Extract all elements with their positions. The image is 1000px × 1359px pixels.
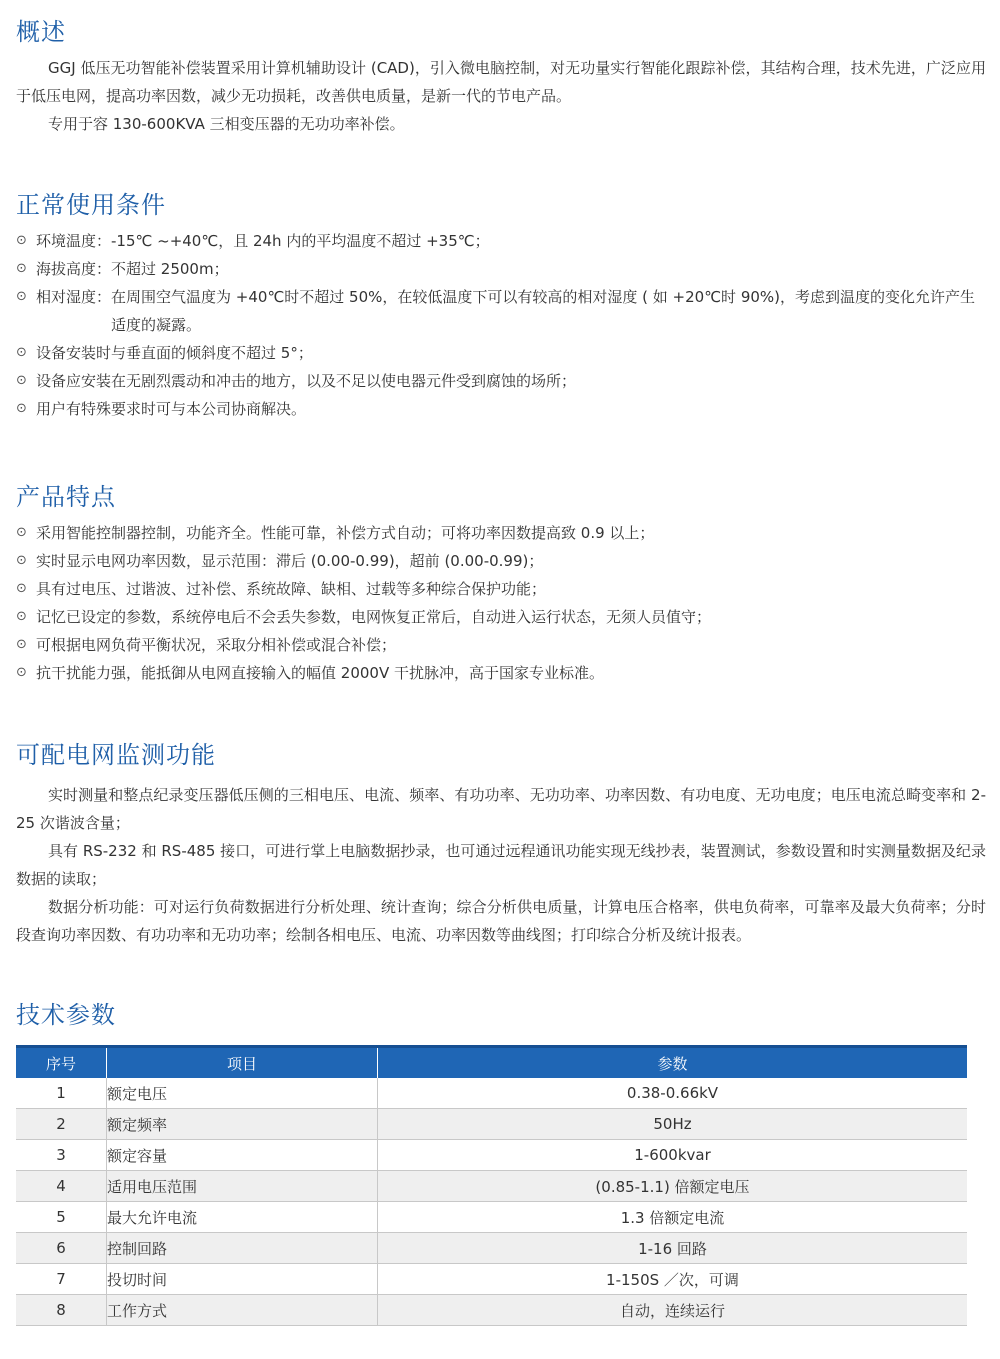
header-value: 参数 xyxy=(378,1047,968,1079)
table-row xyxy=(16,1171,967,1202)
feature-text: 可根据电网负荷平衡状况，采取分相补偿或混合补偿； xyxy=(36,636,397,654)
cell-item: 控制回路 xyxy=(107,1233,378,1264)
conditions-title: 正常使用条件 xyxy=(16,191,166,219)
table-row xyxy=(16,1233,967,1264)
feature-item xyxy=(16,603,986,631)
overview-paragraph: 专用于容 130-600KVA 三相变压器的无功功率补偿。 xyxy=(48,115,405,133)
condition-text: -15℃ ~+40℃，且 24h 内的平均温度不超过 +35℃； xyxy=(111,232,490,250)
table-row xyxy=(16,1109,967,1140)
cell-no: 6 xyxy=(16,1233,107,1264)
cell-no: 8 xyxy=(16,1295,107,1326)
cell-no: 1 xyxy=(16,1078,107,1109)
cell-value: 1-600kvar xyxy=(378,1140,968,1171)
circle-dot-icon: ⊙ xyxy=(16,637,27,652)
circle-dot-icon: ⊙ xyxy=(16,261,27,276)
condition-label: 相对湿度： xyxy=(36,288,112,306)
circle-dot-icon: ⊙ xyxy=(16,401,27,416)
condition-label: 环境温度： xyxy=(36,232,112,250)
condition-item xyxy=(16,395,986,423)
circle-dot-icon: ⊙ xyxy=(16,553,27,568)
condition-text: 在周围空气温度为 +40℃时不超过 50%，在较低温度下可以有较高的相对湿度 ( 如 +20℃时 90%)，考虑到温度的变化允许产生适度的凝露。 xyxy=(111,288,976,334)
conditions-section xyxy=(16,191,986,423)
cell-value: 1-16 回路 xyxy=(378,1233,968,1264)
cell-no: 3 xyxy=(16,1140,107,1171)
cell-value: 1-150S ／次，可调 xyxy=(378,1264,968,1295)
condition-text: 用户有特殊要求时可与本公司协商解决。 xyxy=(36,400,307,418)
condition-text: 设备应安装在无剧烈震动和冲击的地方，以及不足以使电器元件受到腐蚀的场所； xyxy=(36,372,577,390)
features-section xyxy=(16,483,986,687)
feature-item xyxy=(16,631,986,659)
circle-dot-icon: ⊙ xyxy=(16,373,27,388)
table-row xyxy=(16,1078,967,1109)
monitoring-paragraph: 具有 RS-232 和 RS-485 接口，可进行掌上电脑数据抄录，也可通过远程通讯功能实现无线抄表，装置测试，参数设置和时实测量数据及纪录数据的读取； xyxy=(16,842,986,888)
spec-header-row xyxy=(16,1047,967,1079)
circle-dot-icon: ⊙ xyxy=(16,581,27,596)
circle-dot-icon: ⊙ xyxy=(16,233,27,248)
cell-item: 适用电压范围 xyxy=(107,1171,378,1202)
condition-text: 不超过 2500m； xyxy=(111,260,229,278)
cell-value: (0.85-1.1) 倍额定电压 xyxy=(378,1171,968,1202)
feature-text: 记忆已设定的参数，系统停电后不会丢失参数，电网恢复正常后，自动进入运行状态，无须人员值守； xyxy=(36,608,712,626)
condition-item xyxy=(16,227,986,255)
table-row xyxy=(16,1140,967,1171)
monitoring-paragraph: 实时测量和整点纪录变压器低压侧的三相电压、电流、频率、有功功率、无功功率、功率因数、有功电度、无功电度；电压电流总畸变率和 2-25 次谐波含量； xyxy=(16,786,986,832)
condition-item xyxy=(16,367,986,395)
header-no: 序号 xyxy=(16,1047,107,1079)
cell-item: 投切时间 xyxy=(107,1264,378,1295)
circle-dot-icon: ⊙ xyxy=(16,525,27,540)
circle-dot-icon: ⊙ xyxy=(16,289,27,304)
specs-section xyxy=(16,1001,986,1326)
feature-item xyxy=(16,575,986,603)
condition-text: 设备安装时与垂直面的倾斜度不超过 5°； xyxy=(36,344,313,362)
features-list xyxy=(16,519,986,687)
conditions-list xyxy=(16,227,986,423)
feature-text: 实时显示电网功率因数，显示范围：滞后 (0.00-0.99)，超前 (0.00-0.99)； xyxy=(36,552,544,570)
cell-no: 5 xyxy=(16,1202,107,1233)
condition-item xyxy=(16,283,986,339)
table-row xyxy=(16,1202,967,1233)
monitoring-title: 可配电网监测功能 xyxy=(16,741,216,769)
monitoring-section xyxy=(16,741,986,949)
circle-dot-icon: ⊙ xyxy=(16,345,27,360)
overview-title: 概述 xyxy=(16,18,66,46)
cell-item: 最大允许电流 xyxy=(107,1202,378,1233)
condition-item xyxy=(16,255,986,283)
cell-no: 2 xyxy=(16,1109,107,1140)
cell-item: 工作方式 xyxy=(107,1295,378,1326)
spec-table xyxy=(16,1045,967,1326)
cell-item: 额定频率 xyxy=(107,1109,378,1140)
circle-dot-icon: ⊙ xyxy=(16,665,27,680)
feature-item xyxy=(16,547,986,575)
table-row xyxy=(16,1264,967,1295)
cell-item: 额定容量 xyxy=(107,1140,378,1171)
cell-value: 自动，连续运行 xyxy=(378,1295,968,1326)
overview-paragraph: GGJ 低压无功智能补偿装置采用计算机辅助设计 (CAD)，引入微电脑控制，对无功量实行智能化跟踪补偿，其结构合理，技术先进，广泛应用于低压电网，提高功率因数，减少无功损耗，改善供电质量，是新一代的节电产品。 xyxy=(16,59,986,105)
cell-no: 7 xyxy=(16,1264,107,1295)
features-title: 产品特点 xyxy=(16,483,116,511)
feature-text: 采用智能控制器控制，功能齐全。性能可靠，补偿方式自动；可将功率因数提高致 0.9 以上； xyxy=(36,524,655,542)
header-item: 项目 xyxy=(107,1047,378,1079)
cell-no: 4 xyxy=(16,1171,107,1202)
cell-item: 额定电压 xyxy=(107,1078,378,1109)
condition-item xyxy=(16,339,986,367)
specs-title: 技术参数 xyxy=(16,1001,116,1029)
cell-value: 50Hz xyxy=(378,1109,968,1140)
feature-item xyxy=(16,519,986,547)
feature-text: 抗干扰能力强，能抵御从电网直接输入的幅值 2000V 干扰脉冲，高于国家专业标准。 xyxy=(36,664,604,682)
feature-text: 具有过电压、过谐波、过补偿、系统故障、缺相、过载等多种综合保护功能； xyxy=(36,580,547,598)
monitoring-paragraph: 数据分析功能：可对运行负荷数据进行分析处理、统计查询；综合分析供电质量，计算电压合格率，供电负荷率，可靠率及最大负荷率；分时段查询功率因数、有功功率和无功功率；绘制各相电压、电流、功率因数等曲线图；打印综合分析及统计报表。 xyxy=(16,898,986,944)
cell-value: 0.38-0.66kV xyxy=(378,1078,968,1109)
overview-section xyxy=(16,18,986,138)
circle-dot-icon: ⊙ xyxy=(16,609,27,624)
table-row xyxy=(16,1295,967,1326)
cell-value: 1.3 倍额定电流 xyxy=(378,1202,968,1233)
condition-label: 海拔高度： xyxy=(36,260,112,278)
feature-item xyxy=(16,659,986,687)
